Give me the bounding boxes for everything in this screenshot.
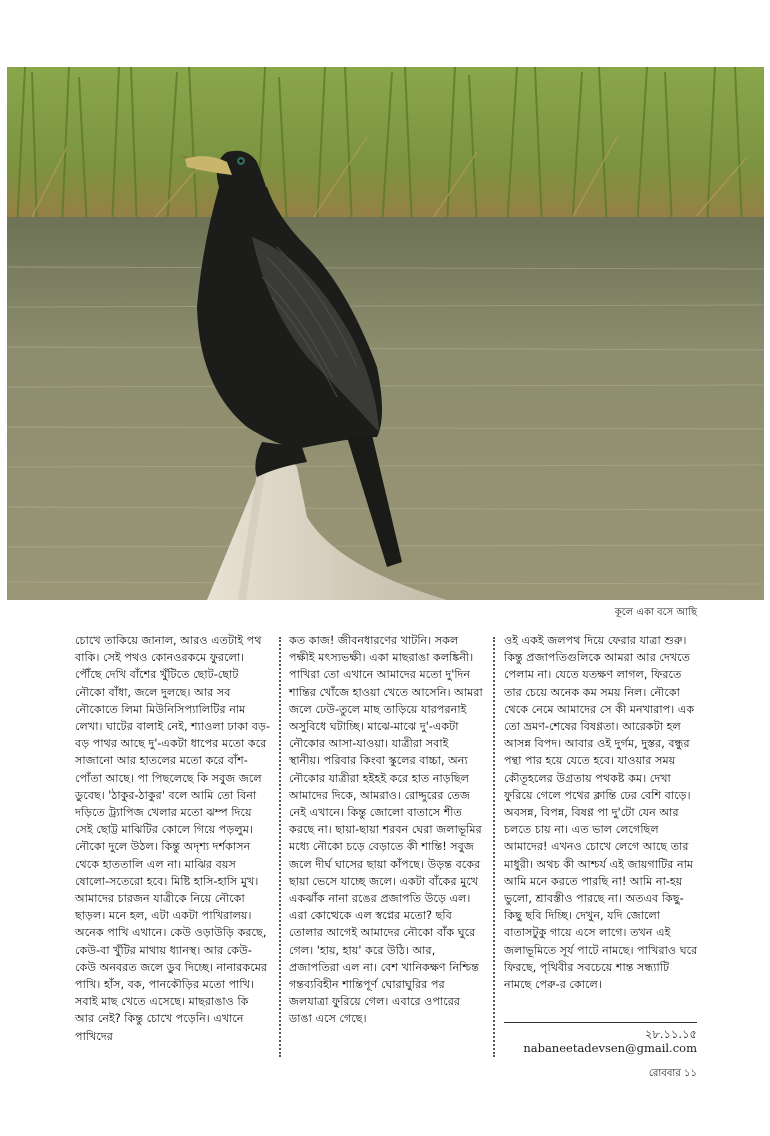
cormorant-photo xyxy=(7,67,764,600)
column-divider xyxy=(279,637,281,1057)
article-text: কত কাজ! জীবনধারণের খাটনি। সকল পক্ষীই মৎস্যভক্ষী। একা মাছরাঙা কলঙ্কিনী। পাখিরা তো এখানে আমাদের মতো দু'দিন শান্তির খোঁজে হাওয়া খেতে আসেনি। আমরা জলে ঢেউ-তুলে মাছ তাড়িয়ে যারপরনাই অসুবিধে ঘটাচ্ছি। মাঝে-মাঝে দু'-একটা নৌকোর আসা-যাওয়া। যাত্রীরা সবাই স্থানীয়। পরিবার কিংবা স্কুলের বাচ্চা, অন্য নৌকোর যাত্রীরা হইহই করে হাত নাড়ছিল আমাদের দিকে, আমরাও। রোদ্দুরের তেজ নেই এখানে। কিন্তু জোলো বাতাসে শীত করছে না। ছায়া-ছায়া শরবন ঘেরা জলাভূমির মধ্যে নৌকো চড়ে বেড়াতে কী শান্তি! সবুজ জলে দীর্ঘ ঘাসের ছায়া কাঁপছে। উড়ন্ত বকের ছায়া ভেসে যাচ্ছে জলে। একটা বাঁকের মুখে একঝাঁক নানা রঙের প্রজাপতি উড়ে এল। এরা কোত্থেকে এল স্বপ্নের মতো? ছবি তোলার আগেই আমাদের নৌকো বাঁক ঘুরে গেল। 'হায়, হায়' করে উঠি। আর, প্রজাপতিরা এল না। বেশ খানিকক্ষণ নিশ্চিন্ত গন্তব্যবিহীন শান্তিপূর্ণ ঘোরাঘুরির পর জলযাত্রা ফুরিয়ে গেল। এবারে ওপারের ডাঙা এসে গেছে। xyxy=(289,634,483,1026)
article-text: চোখে তাকিয়ে জানাল, আরও এতটাই পথ বাকি। সেই পথও কোনওরকমে ফুরলো। পৌঁছে দেখি বাঁশের খুঁটিতে ছোট-ছোট নৌকো বাঁধা, জলে দুলছে। আর সব নৌকোতে লিমা মিউনিসিপ্যালিটির নাম লেখা। ঘাটের বালাই নেই, শ্যাওলা ঢাকা বড়-বড় পাথর আছে দু'-একটা ধাপের মতো করে সাজানো আর হাতলের মতো করে বাঁশ-পোঁতা আছে। পা পিছলেছে কি সবুজ জলে ডুবেছ। 'ঠাকুর-ঠাকুর' বলে আমি তো বিনা দড়িতে ট্র্যাপিজ খেলার মতো ঝম্প দিয়ে সেই ছোট্ট মাঝিটির কোলে গিয়ে পড়লুম। নৌকো দুলে উঠল। কিন্তু অদৃশ্য দর্শকাসন থেকে হাততালি এল না। মাঝির বয়স ষোলো-সতেরো হবে। মিষ্টি হাসি-হাসি মুখ। আমাদের চারজন যাত্রীকে নিয়ে নৌকো ছাড়ল। মনে হল, এটা একটা পাখিরালয়। অনেক পাখি এখানে। কেউ ওড়াউড়ি করছে, কেউ-বা খুঁটির মাথায় ধ্যানস্থ। আর কেউ-কেউ অনবরত জলে ডুব দিচ্ছে। নানারকমের পাখি। হাঁস, বক, পানকৌড়ির মতো পাখি। সবাই মাছ খেতে এসেছে। মাছরাঙাও কি আর নেই? কিন্তু চোখে পড়েনি। এখানে পাখিদের xyxy=(75,634,270,1043)
signature-date: ২৮.১১.১৫ xyxy=(644,1027,697,1041)
article-column-2 xyxy=(289,632,483,1028)
article-text: ওই একই জলপথ দিয়ে ফেরার যাত্রা শুরু। কিন্তু প্রজাপতিগুলিকে আমরা আর দেখতে পেলাম না। যেতে যতক্ষণ লাগল, ফিরতে তার চেয়ে অনেক কম সময় নিল। নৌকো থেকে নেমে আমাদের সে কী মনখারাপ। এক তো ভ্রমণ-শেষের বিষণ্ণতা। আরেকটা হল আসন্ন বিপদ। আবার ওই দুর্গম, দুস্তর, বন্ধুর পন্থা পার হয়ে যেতে হবে। যাওয়ার সময় কৌতূহলের উগ্রতায় পথকষ্ট কম। দেখা ফুরিয়ে গেলে পথের ক্লান্তি ঢের বেশি বাড়ে। অবসন্ন, বিপন্ন, বিষণ্ণ পা দু'টো যেন আর চলতে চায় না। এত ভাল লেগেছিল আমাদের! এখনও চোখে লেগে আছে তার মাধুরী। অথচ কী আশ্চর্য এই জায়গাটির নাম আমি মনে করতে পারছি না! আমি না-হয় ভুলো, শ্রাবস্তীও পারছে না। অতএব কিছু-কিছু ছবি দিচ্ছি। দেখুন, যদি জোলো বাতাসটুকু গায়ে এসে লাগে। তখন এই জলাভূমিতে সূর্য পাটে নামছে। পাখিরাও ঘরে ফিরছে, পৃথিবীর সবচেয়ে শান্ত সন্ধ্যাটি নামছে পেরু-র কোলে। xyxy=(504,634,698,992)
signature-divider xyxy=(504,1022,697,1023)
photo-caption: কূলে একা বসে আছি xyxy=(614,607,697,618)
article-column-3 xyxy=(504,632,698,993)
column-divider xyxy=(493,637,495,1057)
article-column-1 xyxy=(75,632,271,1045)
page-footer: রোববার ১১ xyxy=(648,1068,697,1079)
author-email: nabaneetadevsen@gmail.com xyxy=(523,1041,697,1055)
